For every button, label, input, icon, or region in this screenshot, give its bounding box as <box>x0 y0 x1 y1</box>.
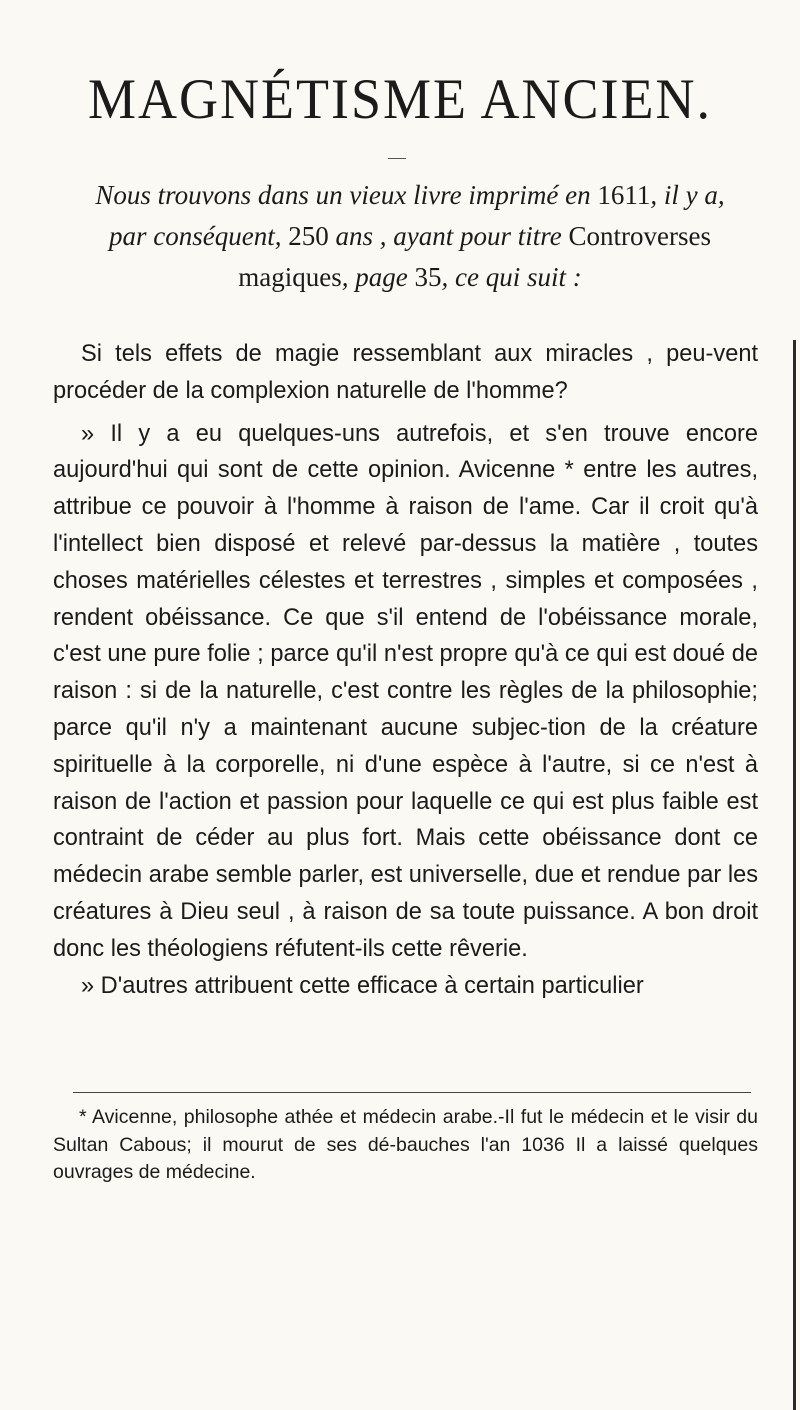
body-paragraph-continued: » D'autres attribuent cette efficace à certain particulier <box>81 972 644 999</box>
page-title: MAGNÉTISME ANCIEN. <box>88 67 712 131</box>
intro-text-2: , il y a, par conséquent, <box>109 180 725 251</box>
body-paragraph-main: » Il y a eu quelques-uns autrefois, et s'en trouve encore aujourd'hui qui sont de cette opinion. Avicenne * entre les autres, attribue ce pouvoir à l'homme à raison de l'ame. Car il croit qu'à l'intellect bien disposé et relevé par-dessus la matière , toutes choses matérielles célestes et terrestres , simples et composées , rendent obéissance. Ce que s'il entend de l'obéissance morale, c'est une pure folie ; parce qu'il n'est propre qu'à ce qui est doué de raison : si de la naturelle, c'est contre les règles de la philosophie; parce qu'il n'y a maintenant aucune subjec-tion de la créature spirituelle à la corporelle, ni d'une espèce à l'autre, si ce n'est à raison de l'action et passion pour laquelle ce qui est plus faible est contraint de céder au plus fort. Mais cette obéissance dont ce médecin arabe semble parler, est universelle, due et rendue par les créatures à Dieu seul , à raison de sa toute puissance. A bon droit donc les théologiens réfutent-ils cette rêverie. <box>53 420 758 962</box>
intro-years-ago: 250 <box>288 221 329 251</box>
intro-text-3: ans , ayant pour titre <box>335 221 562 251</box>
footnote-text: * Avicenne, philosophe athée et médecin arabe.-Il fut le médecin et le visir du Sultan Cabous; il mourut de ses dé-bauches l'an 1036 Il a laissé quelques ouvrages de médecine. <box>53 1106 758 1183</box>
title-divider <box>388 158 406 159</box>
body-text <box>53 336 758 1004</box>
intro-book-title: Controverses magiques <box>238 221 711 292</box>
intro-paragraph <box>90 175 730 298</box>
body-paragraph-question: Si tels effets de magie ressemblant aux miracles , peu-vent procéder de la complexion naturelle de l'homme? <box>53 341 758 404</box>
intro-text-5: , ce qui suit : <box>441 262 582 292</box>
intro-text-4: , page <box>341 262 408 292</box>
intro-text-1: Nous trouvons dans un vieux livre imprimé en <box>95 180 591 210</box>
footnote-separator <box>73 1092 751 1093</box>
page-edge-shadow <box>793 340 796 1410</box>
intro-page-number: 35 <box>414 262 442 292</box>
footnote <box>53 1104 758 1187</box>
intro-year: 1611 <box>597 180 651 210</box>
